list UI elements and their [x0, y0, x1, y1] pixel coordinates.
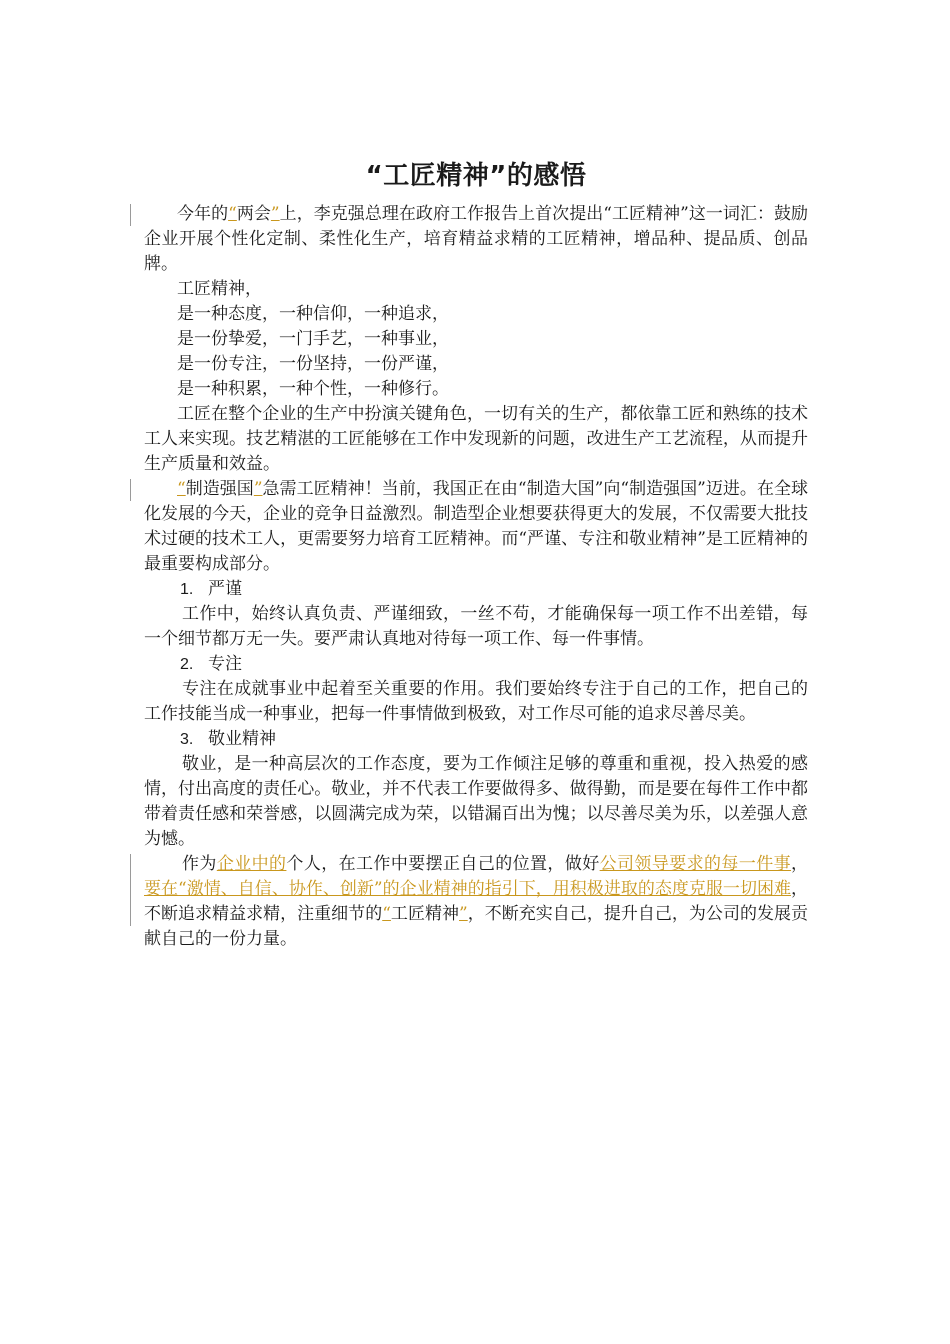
text-run: 急需工匠精神！当前，我国正在由“制造大国”向“制造强国”迈进。在全球化发展的今天，企业的竞争日益激烈。制造型企业想要获得更大的发展，不仅需要大批技术过硬的技术工人，更需要努力培育工匠精神。而“严谨、专注和敬业精神”是工匠精神的最重要构成部分。 [144, 479, 808, 574]
paragraph-intro [144, 202, 808, 277]
document-page [144, 150, 808, 952]
revision-mark: ” [270, 204, 280, 224]
revision-mark: ” [253, 479, 263, 499]
section-body-focus: 专注在成就事业中起着至关重要的作用。我们要始终专注于自己的工作，把自己的工作技能当成一种事业，把每一件事情做到极致，对工作尽可能的追求尽善尽美。 [144, 679, 808, 724]
verse-line: 是一份挚爱，一门手艺，一种事业， [177, 329, 449, 349]
text-run: ， [791, 854, 809, 874]
section-heading-text: 敬业精神 [208, 729, 276, 749]
text-run: 工匠精神 [390, 904, 459, 924]
section-heading-dedication [144, 727, 808, 752]
list-number: 3. [180, 731, 194, 748]
verse-line: 工匠精神， [177, 279, 262, 299]
text-run: ，不断追求精益求精，注重细节的 [144, 879, 808, 924]
paragraph-closing [144, 852, 808, 952]
revision-mark: 企业中的 [216, 854, 287, 874]
section-heading-focus [144, 652, 808, 677]
revision-mark: ” [459, 904, 468, 924]
section-body-dedication: 敬业，是一种高层次的工作态度，要为工作倾注足够的尊重和重视，投入热爱的感情，付出高度的责任心。敬业，并不代表工作要做得多、做得勤，而是要在每件工作中都带着责任感和荣誉感，以圆满完成为荣，以错漏百出为愧；以尽善尽美为乐，以差强人意为憾。 [144, 754, 808, 849]
text-run: 制造强国 [185, 479, 254, 499]
document-title: “工匠精神”的感悟 [365, 161, 587, 191]
verse-line: 是一种积累，一种个性，一种修行。 [177, 379, 449, 399]
change-bar [130, 204, 131, 226]
list-number: 2. [180, 656, 194, 673]
section-body-rigor: 工作中，始终认真负责、严谨细致，一丝不苟，才能确保每一项工作不出差错，每一个细节都万无一失。要严肃认真地对待每一项工作、每一件事情。 [144, 604, 808, 649]
revision-mark: 要在“激情、自信、协作、创新”的企业精神的指引下，用积极进取的态度克服一切困难 [144, 879, 791, 899]
text-run: 作为 [182, 854, 217, 874]
verse-line: 是一份专注，一份坚持，一份严谨， [177, 354, 449, 374]
verse-line: 是一种态度，一种信仰，一种追求， [177, 304, 449, 324]
text-run: 上，李克强总理在政府工作报告上首次提出“工匠精神”这一词汇：鼓励企业开展个性化定制、柔性化生产，培育精益求精的工匠精神，增品种、提品质、创品牌。 [144, 204, 809, 274]
text-run: 两会 [236, 204, 271, 224]
revision-mark: 公司领导要求的每一件事 [599, 854, 792, 874]
revision-mark: “ [382, 904, 391, 924]
revision-mark: “ [228, 204, 237, 224]
text-run: 个人，在工作中要摆正自己的位置，做好 [286, 854, 600, 874]
change-bar [130, 854, 131, 926]
list-number: 1. [180, 581, 194, 598]
section-heading-text: 专注 [208, 654, 242, 674]
change-bar [130, 479, 131, 501]
section-heading-text: 严谨 [208, 579, 242, 599]
paragraph-manufacturing-power [144, 477, 808, 577]
section-heading-rigor [144, 577, 808, 602]
text-run: 今年的 [177, 204, 229, 224]
paragraph-craftsman-role: 工匠在整个企业的生产中扮演关键角色，一切有关的生产，都依靠工匠和熟练的技术工人来实现。技艺精湛的工匠能够在工作中发现新的问题，改进生产工艺流程，从而提升生产质量和效益。 [144, 404, 808, 474]
text-run: ，不断充实自己，提升自己，为公司的发展贡献自己的一份力量。 [144, 904, 809, 949]
revision-mark: “ [177, 479, 186, 499]
